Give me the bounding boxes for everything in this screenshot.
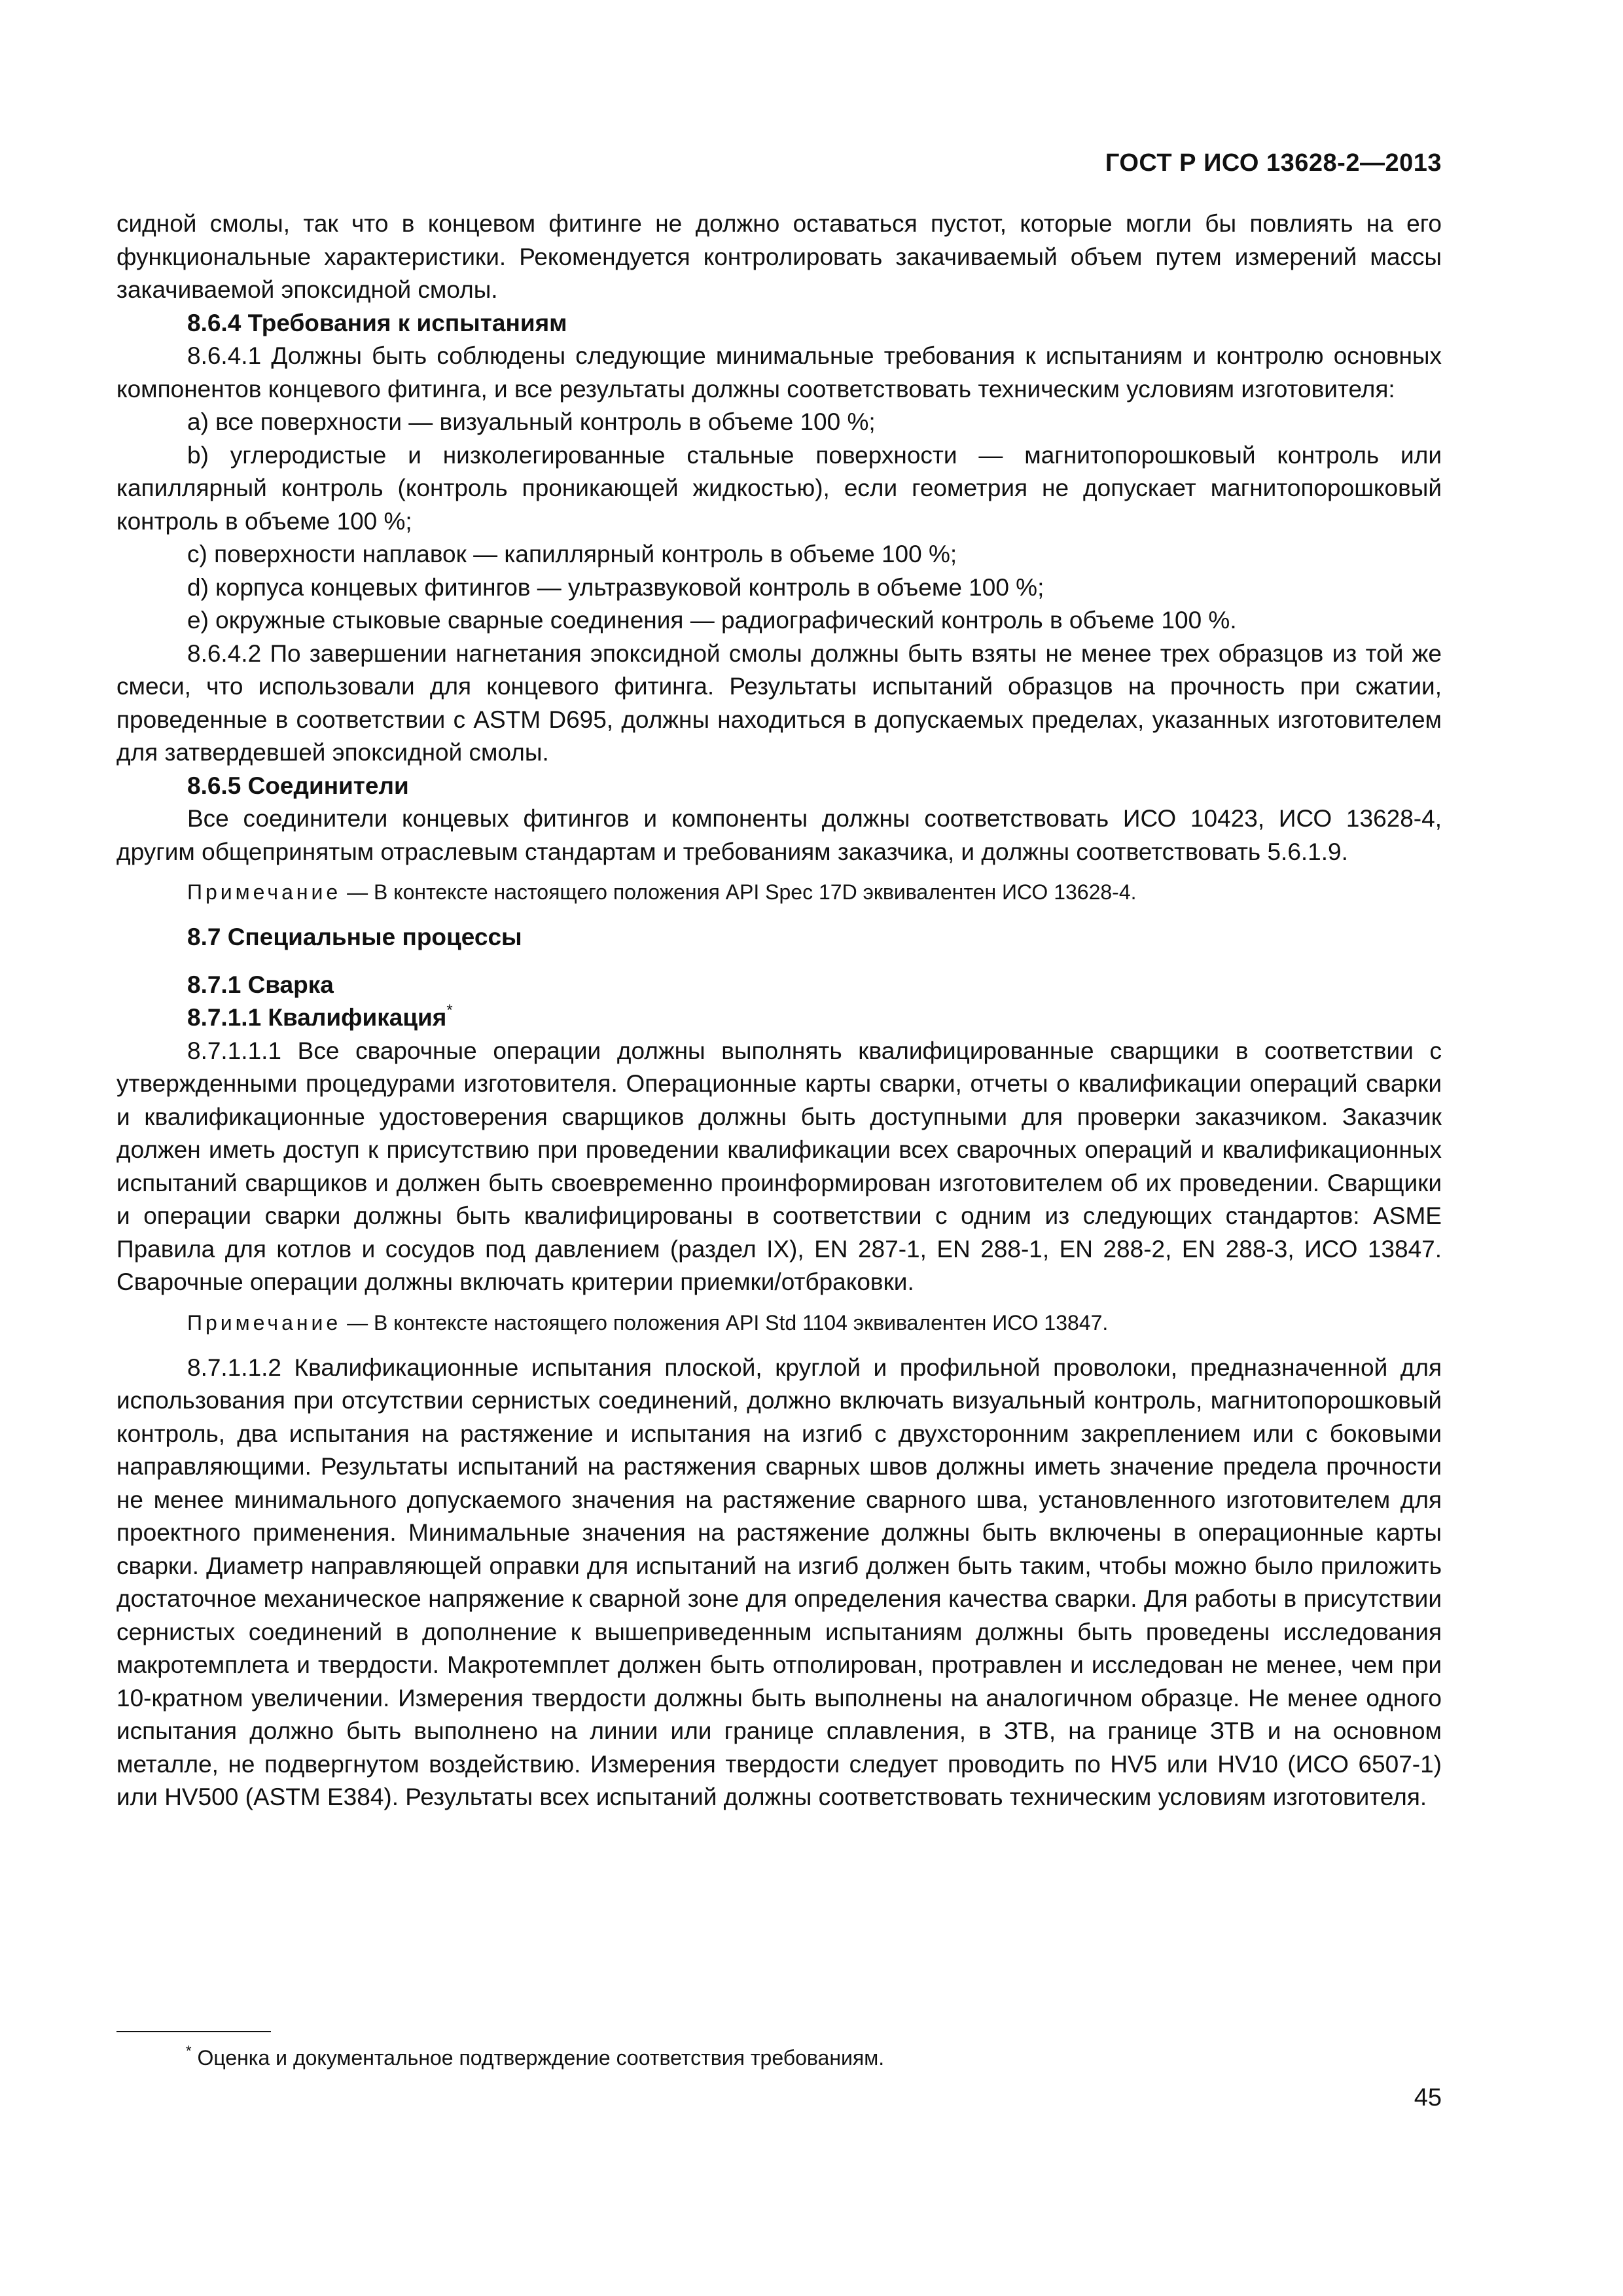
note-api-std-1104	[116, 1308, 1442, 1337]
note-label: Примечание	[187, 1310, 342, 1335]
footnote-text: Оценка и документальное подтверждение соответствия требованиям.	[191, 2046, 885, 2070]
paragraph-continuation: сидной смолы, так что в концевом фитинге не должно оставаться пустот, которые могли бы повлиять на его функциональные характеристики. Рекомендуется контролировать закачиваемый объем путем измерений массы закачиваемой эпоксидной смолы.	[116, 210, 1442, 303]
list-item-b: b) углеродистые и низколегированные стальные поверхности — магнитопорошковый контроль или капиллярный контроль (контроль проникающей жидкостью), если геометрия не допускает магнитопорошковый контроль в объеме 100 %;	[116, 441, 1442, 535]
paragraph-8-6-4-2: 8.6.4.2 По завершении нагнетания эпоксидной смолы должны быть взяты не менее трех образцов из той же смеси, что использовали для концевого фитинга. Результаты испытаний образцов на прочность при сжатии, проведенные в соответствии с ASTM D695, должны находиться в допускаемых пределах, указанных изготовителем для затвердевшей эпоксидной смолы.	[116, 639, 1442, 766]
note-api-spec-17d	[116, 878, 1442, 906]
heading-8-6-4: 8.6.4 Требования к испытаниям	[187, 309, 567, 336]
footnote-reference-mark: *	[446, 1001, 453, 1019]
heading-8-7: 8.7 Специальные процессы	[187, 924, 522, 950]
note-text: — В контексте настоящего положения API Std 1104 эквивалентен ИСО 13847.	[341, 1310, 1109, 1335]
heading-8-7-1: 8.7.1 Сварка	[187, 971, 334, 998]
list-item-e: e) окружные стыковые сварные соединения — радиографический контроль в объеме 100 %.	[187, 607, 1237, 634]
list-item-c: c) поверхности наплавок — капиллярный контроль в объеме 100 %;	[187, 541, 957, 567]
list-item-d: d) корпуса концевых фитингов — ультразвуковой контроль в объеме 100 %;	[187, 573, 1044, 601]
note-text: — В контексте настоящего положения API Spec 17D эквивалентен ИСО 13628-4.	[341, 880, 1137, 904]
paragraph-8-6-5: Все соединители концевых фитингов и компоненты должны соответствовать ИСО 10423, ИСО 13628-4, другим общепринятым отраслевым стандартам и требованиям заказчика, и должны соответствовать 5.6.1.9.	[116, 805, 1442, 865]
document-code-header: ГОСТ Р ИСО 13628-2—2013	[1105, 149, 1442, 177]
footnote	[186, 2043, 884, 2072]
heading-8-7-1-1	[116, 1001, 1442, 1035]
paragraph-8-7-1-1-2: 8.7.1.1.2 Квалификационные испытания плоской, круглой и профильной проволоки, предназначенной для использования при отсутствии сернистых соединений, должно включать визуальный контроль, магнитопорошковый контроль, два испытания на растяжение и испытания на изгиб с двухсторонним закреплением или с боковыми направляющими. Результаты испытаний на растяжения сварных швов должны иметь значение предела прочности не менее минимального допускаемого значения на растяжение сварного шва, установленного изготовителем для проектного применения. Минимальные значения на растяжение должны быть включены в операционные карты сварки. Диаметр направляющей оправки для испытаний на изгиб должен быть таким, чтобы можно было приложить достаточное механическое напряжение к сварной зоне для определения качества сварки. Для работы в присутствии сернистых соединений в дополнение к вышеприведенным испытаниям должны быть проведены исследования макротемплета и твердости. Макротемплет должен быть отполирован, протравлен и исследован не менее, чем при 10-кратном увеличении. Измерения твердости должны быть выполнены на аналогичном образце. Не менее одного испытания должно быть выполнено на линии или границе сплавления, в ЗТВ, на границе ЗТВ и на основном металле, не подвергнутом воздействию. Измерения твердости следует проводить по HV5 или HV10 (ИСО 6507-1) или HV500 (ASTM E384). Результаты всех испытаний должны соответствовать техническим условиям изготовителя.	[116, 1354, 1442, 1810]
page-content	[116, 207, 1442, 1814]
paragraph-8-6-4-1: 8.6.4.1 Должны быть соблюдены следующие минимальные требования к испытаниям и контролю основных компонентов концевого фитинга, и все результаты должны соответствовать техническим условиям изготовителя:	[116, 342, 1442, 403]
footnote-mark: *	[186, 2043, 192, 2059]
footnote-divider	[116, 2031, 271, 2032]
heading-8-6-5: 8.6.5 Соединители	[187, 772, 409, 799]
page-number: 45	[1414, 2084, 1442, 2111]
paragraph-8-7-1-1-1: 8.7.1.1.1 Все сварочные операции должны выполнять квалифицированные сварщики в соответствии с утвержденными процедурами изготовителя. Операционные карты сварки, отчеты о квалификации операций сварки и квалификационные удостоверения сварщиков должны быть доступными для проверки заказчиком. Заказчик должен иметь доступ к присутствию при проведении квалификации всех сварочных операций и квалификационных испытаний сварщиков и должен быть своевременно проинформирован изготовителем об их проведении. Сварщики и операции сварки должны быть квалифицированы в соответствии с одним из следующих стандартов: ASME Правила для котлов и сосудов под давлением (раздел IX), EN 287-1, EN 288-1, EN 288-2, EN 288-3, ИСО 13847. Сварочные операции должны включать критерии приемки/отбраковки.	[116, 1037, 1442, 1295]
list-item-a: a) все поверхности — визуальный контроль в объеме 100 %;	[187, 408, 876, 435]
note-label: Примечание	[187, 880, 342, 904]
heading-8-7-1-1-text: 8.7.1.1 Квалификация	[187, 1004, 447, 1031]
